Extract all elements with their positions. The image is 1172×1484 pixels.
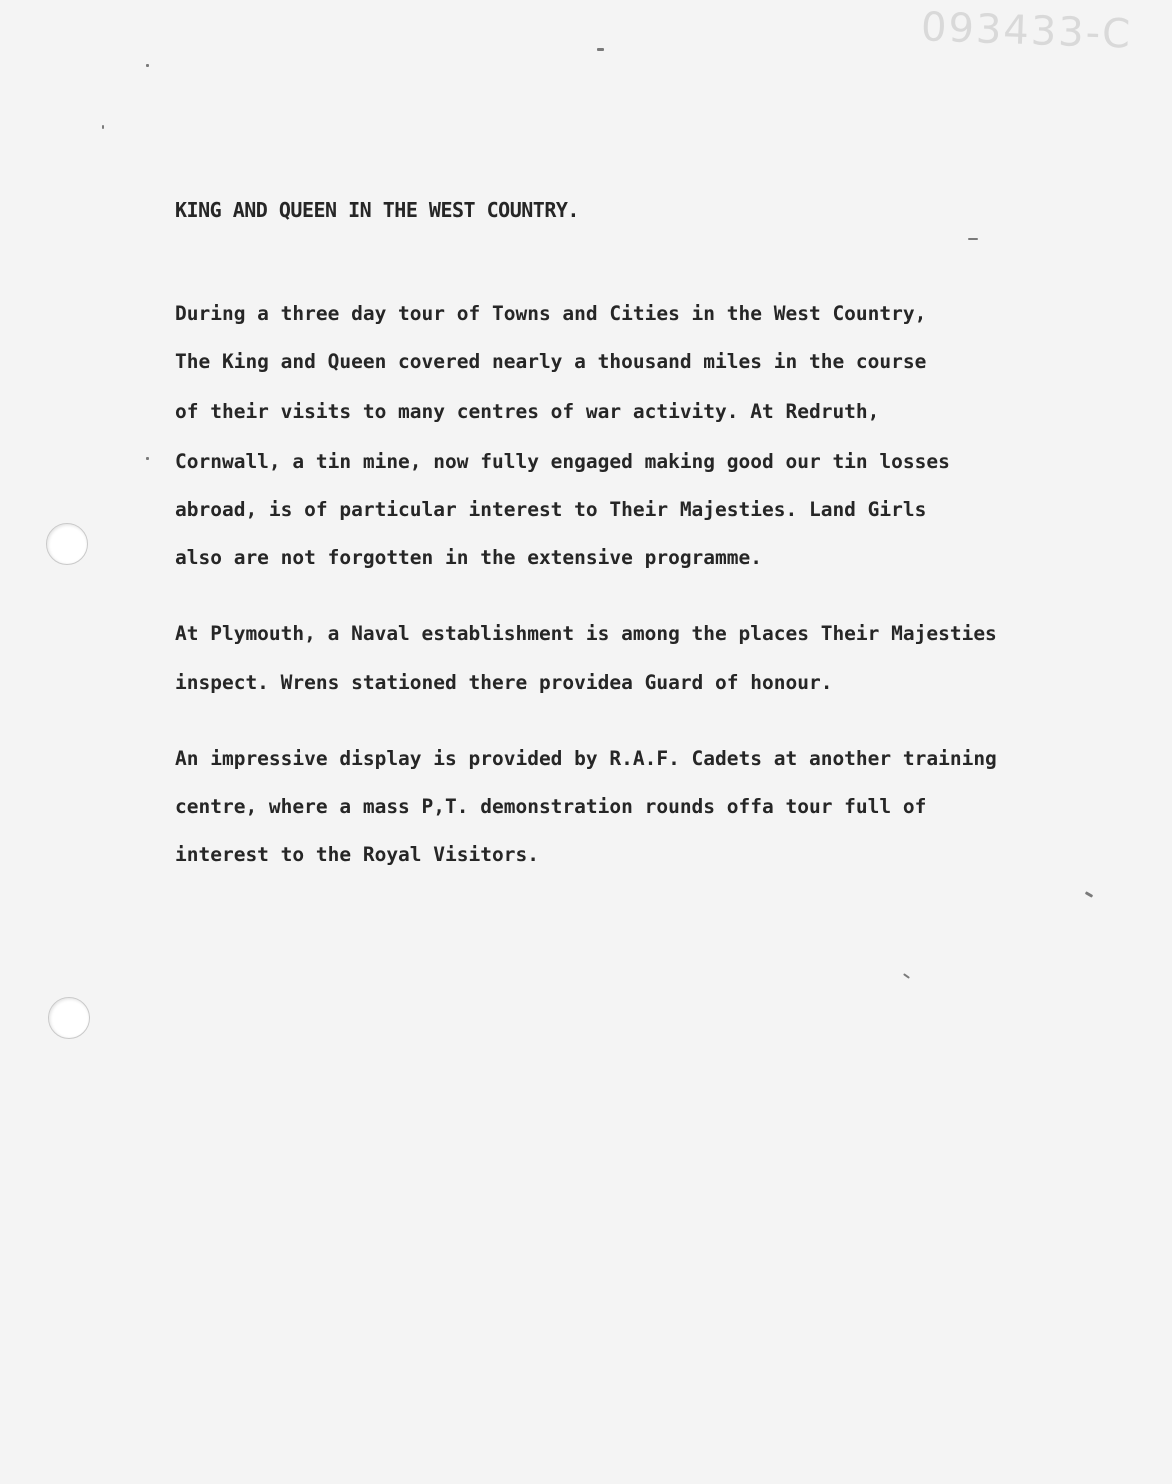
paragraph-1-line-4: Cornwall, a tin mine, now fully engaged making good our tin losses: [175, 450, 950, 473]
paragraph-3-line-1: An impressive display is provided by R.A.F. Cadets at another training: [175, 747, 997, 770]
ink-speck: [597, 48, 604, 51]
paragraph-1-line-3: of their visits to many centres of war activity. At Redruth,: [175, 400, 880, 423]
paragraph-2-line-1: At Plymouth, a Naval establishment is among the places Their Majesties: [175, 622, 997, 645]
ink-speck: [102, 125, 104, 129]
punch-hole-lower: [48, 997, 90, 1039]
paragraph-1-line-2: The King and Queen covered nearly a thousand miles in the course: [175, 350, 927, 373]
ink-speck: [146, 64, 149, 67]
paragraph-1-line-6: also are not forgotten in the extensive programme.: [175, 546, 762, 569]
document-title: KING AND QUEEN IN THE WEST COUNTRY.: [175, 198, 579, 222]
ink-speck: [1085, 891, 1093, 898]
ink-speck: [903, 973, 910, 979]
ink-speck: [146, 457, 149, 460]
ink-speck: [968, 238, 978, 240]
paragraph-1-line-1: During a three day tour of Towns and Cities in the West Country,: [175, 302, 927, 325]
paragraph-1-line-5: abroad, is of particular interest to Their Majesties. Land Girls: [175, 498, 927, 521]
reference-number: 093433-C: [920, 4, 1133, 58]
paragraph-3-line-3: interest to the Royal Visitors.: [175, 843, 539, 866]
paragraph-3-line-2: centre, where a mass P,T. demonstration rounds offa tour full of: [175, 795, 927, 818]
paragraph-2-line-2: inspect. Wrens stationed there providea Guard of honour.: [175, 671, 833, 694]
punch-hole-upper: [46, 523, 88, 565]
